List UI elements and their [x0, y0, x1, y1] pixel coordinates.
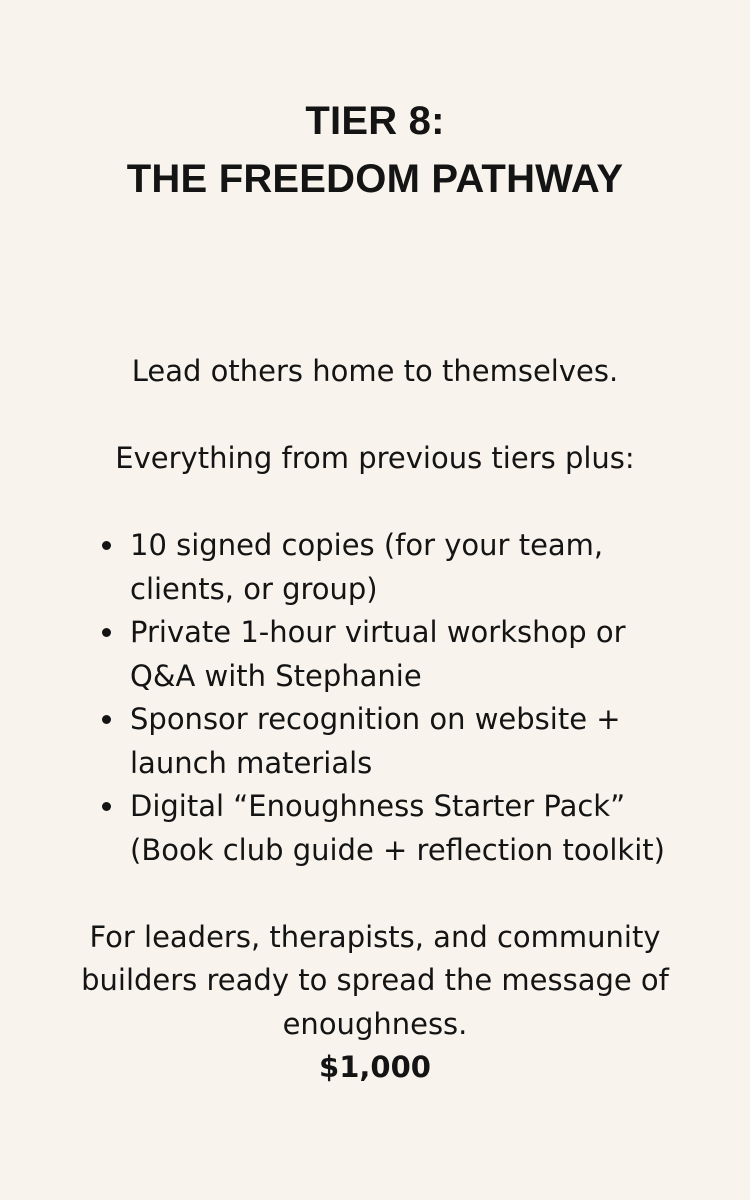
bullet-icon: [102, 715, 111, 724]
bullet-icon: [102, 628, 111, 637]
tier-price: $1,000: [319, 1050, 431, 1084]
tier-name: THE FREEDOM PATHWAY: [126, 157, 624, 201]
bullet-icon: [102, 802, 111, 811]
tier-description: [80, 350, 670, 1090]
perk-item: [130, 611, 670, 698]
perk-item: [130, 524, 670, 611]
tier-title: [0, 92, 750, 208]
perks-lead-in: Everything from previous tiers plus:: [115, 441, 635, 475]
perk-item: [130, 785, 670, 872]
perk-text: Digital “Enoughness Starter Pack” (Book club guide + reflection toolkit): [130, 789, 665, 867]
bullet-icon: [102, 541, 111, 550]
tier-tagline: Lead others home to themselves.: [131, 354, 619, 388]
perk-text: 10 signed copies (for your team, clients, or group): [130, 528, 604, 606]
audience-description: For leaders, therapists, and community builders ready to spread the message of enoughness.: [81, 919, 669, 1041]
perk-text: Sponsor recognition on website + launch materials: [130, 702, 621, 780]
tier-number: TIER 8:: [305, 99, 445, 143]
perk-item: [130, 698, 670, 785]
perks-list: [80, 524, 670, 872]
perk-text: Private 1-hour virtual workshop or Q&A with Stephanie: [130, 615, 626, 693]
